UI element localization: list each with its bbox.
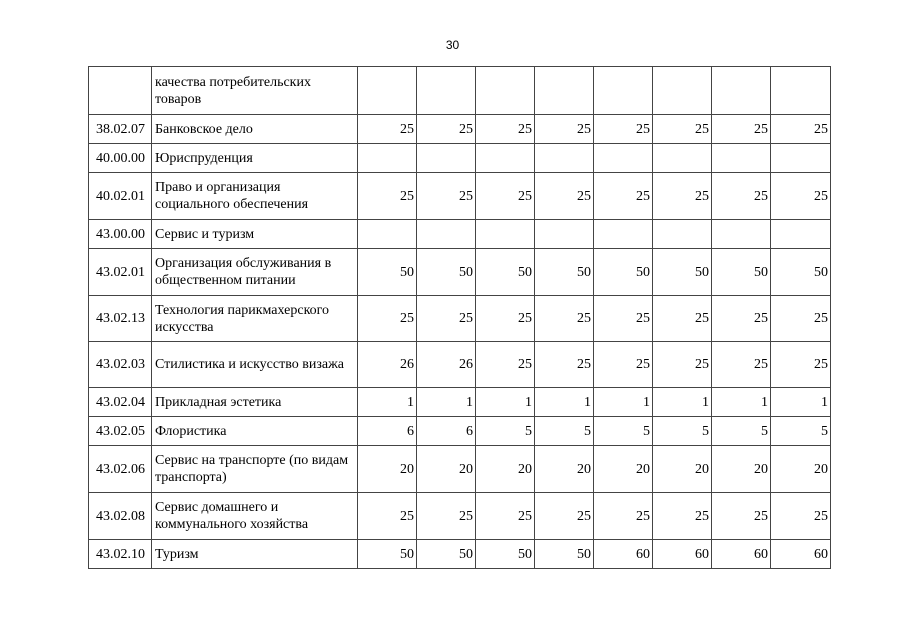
page-number: 30 (445, 38, 460, 52)
value-cell: 50 (535, 540, 594, 569)
specialty-code: 40.00.00 (89, 144, 152, 173)
specialty-name: Банковское дело (152, 115, 358, 144)
value-cell: 25 (476, 342, 535, 388)
value-cell (653, 67, 712, 115)
specialty-name: Право и организация социального обеспечения (152, 173, 358, 220)
value-cell: 25 (653, 173, 712, 220)
value-cell: 25 (535, 115, 594, 144)
value-cell: 1 (653, 388, 712, 417)
value-cell: 20 (653, 446, 712, 493)
specialty-name: Туризм (152, 540, 358, 569)
value-cell (712, 144, 771, 173)
value-cell: 20 (771, 446, 831, 493)
specialty-name: Сервис и туризм (152, 220, 358, 249)
specialty-name: Сервис на транспорте (по видам транспорта) (152, 446, 358, 493)
value-cell: 1 (417, 388, 476, 417)
value-cell (712, 67, 771, 115)
value-cell: 25 (712, 342, 771, 388)
value-cell: 25 (594, 493, 653, 540)
value-cell: 1 (535, 388, 594, 417)
table-row (89, 417, 831, 446)
specialty-name: Сервис домашнего и коммунального хозяйства (152, 493, 358, 540)
value-cell (358, 220, 417, 249)
table-row (89, 388, 831, 417)
specialty-code (89, 67, 152, 115)
table-row (89, 220, 831, 249)
value-cell: 20 (358, 446, 417, 493)
value-cell: 20 (417, 446, 476, 493)
value-cell (535, 144, 594, 173)
value-cell (417, 220, 476, 249)
value-cell: 50 (358, 540, 417, 569)
value-cell: 25 (535, 493, 594, 540)
specialty-code: 43.02.01 (89, 249, 152, 296)
value-cell: 50 (594, 249, 653, 296)
value-cell: 25 (535, 296, 594, 342)
specialty-name: качества потребительских товаров (152, 67, 358, 115)
value-cell: 6 (417, 417, 476, 446)
specialty-name: Флористика (152, 417, 358, 446)
specialty-code: 43.02.04 (89, 388, 152, 417)
value-cell (771, 144, 831, 173)
value-cell (594, 144, 653, 173)
table-row (89, 446, 831, 493)
value-cell (476, 144, 535, 173)
value-cell: 25 (594, 296, 653, 342)
value-cell (358, 67, 417, 115)
value-cell (653, 144, 712, 173)
value-cell (594, 220, 653, 249)
value-cell: 25 (358, 173, 417, 220)
table-row (89, 115, 831, 144)
value-cell: 25 (712, 173, 771, 220)
value-cell: 50 (771, 249, 831, 296)
value-cell: 25 (712, 493, 771, 540)
specialty-name: Организация обслуживания в общественном питании (152, 249, 358, 296)
specialty-code: 38.02.07 (89, 115, 152, 144)
value-cell: 50 (535, 249, 594, 296)
value-cell: 25 (358, 296, 417, 342)
value-cell: 25 (653, 296, 712, 342)
value-cell: 25 (594, 342, 653, 388)
value-cell: 25 (771, 173, 831, 220)
value-cell: 26 (358, 342, 417, 388)
value-cell (535, 220, 594, 249)
value-cell (417, 144, 476, 173)
value-cell: 50 (476, 249, 535, 296)
value-cell: 5 (594, 417, 653, 446)
value-cell: 50 (417, 540, 476, 569)
specialty-code: 43.02.05 (89, 417, 152, 446)
value-cell: 60 (653, 540, 712, 569)
value-cell: 26 (417, 342, 476, 388)
value-cell: 5 (653, 417, 712, 446)
value-cell (417, 67, 476, 115)
specialty-name: Технология парикмахерского искусства (152, 296, 358, 342)
value-cell: 20 (535, 446, 594, 493)
value-cell: 60 (712, 540, 771, 569)
value-cell: 50 (417, 249, 476, 296)
value-cell: 25 (476, 115, 535, 144)
value-cell: 5 (712, 417, 771, 446)
value-cell (712, 220, 771, 249)
table-row (89, 296, 831, 342)
value-cell: 20 (594, 446, 653, 493)
specialty-code: 43.02.03 (89, 342, 152, 388)
table-row (89, 540, 831, 569)
value-cell: 20 (476, 446, 535, 493)
value-cell: 60 (771, 540, 831, 569)
value-cell: 60 (594, 540, 653, 569)
value-cell: 25 (476, 296, 535, 342)
value-cell: 6 (358, 417, 417, 446)
value-cell: 1 (594, 388, 653, 417)
value-cell: 25 (771, 296, 831, 342)
table-body (89, 67, 831, 569)
value-cell: 1 (358, 388, 417, 417)
value-cell (771, 220, 831, 249)
table-row (89, 144, 831, 173)
specialty-code: 40.02.01 (89, 173, 152, 220)
value-cell: 25 (358, 115, 417, 144)
value-cell (476, 67, 535, 115)
value-cell: 5 (771, 417, 831, 446)
value-cell: 25 (476, 173, 535, 220)
value-cell: 25 (594, 115, 653, 144)
specialties-table (88, 66, 831, 569)
table-row (89, 342, 831, 388)
specialty-name: Прикладная эстетика (152, 388, 358, 417)
value-cell: 20 (712, 446, 771, 493)
value-cell: 5 (476, 417, 535, 446)
value-cell: 25 (535, 173, 594, 220)
value-cell: 25 (417, 493, 476, 540)
value-cell (653, 220, 712, 249)
value-cell: 25 (653, 342, 712, 388)
table-row (89, 173, 831, 220)
value-cell: 25 (594, 173, 653, 220)
value-cell: 25 (417, 173, 476, 220)
table-row (89, 493, 831, 540)
value-cell (535, 67, 594, 115)
table-row (89, 67, 831, 115)
value-cell: 25 (771, 115, 831, 144)
specialty-code: 43.02.06 (89, 446, 152, 493)
value-cell (476, 220, 535, 249)
table-row (89, 249, 831, 296)
value-cell: 25 (771, 493, 831, 540)
value-cell: 50 (712, 249, 771, 296)
specialty-code: 43.00.00 (89, 220, 152, 249)
value-cell: 25 (417, 296, 476, 342)
value-cell: 25 (771, 342, 831, 388)
value-cell: 50 (653, 249, 712, 296)
value-cell: 50 (358, 249, 417, 296)
value-cell: 25 (535, 342, 594, 388)
value-cell: 1 (712, 388, 771, 417)
specialty-code: 43.02.10 (89, 540, 152, 569)
value-cell: 25 (358, 493, 417, 540)
specialty-code: 43.02.13 (89, 296, 152, 342)
value-cell: 25 (712, 115, 771, 144)
value-cell: 5 (535, 417, 594, 446)
specialty-code: 43.02.08 (89, 493, 152, 540)
value-cell: 25 (476, 493, 535, 540)
specialty-name: Юриспруденция (152, 144, 358, 173)
value-cell (771, 67, 831, 115)
value-cell: 1 (771, 388, 831, 417)
specialty-name: Стилистика и искусство визажа (152, 342, 358, 388)
value-cell: 25 (417, 115, 476, 144)
value-cell (358, 144, 417, 173)
value-cell: 25 (653, 493, 712, 540)
value-cell (594, 67, 653, 115)
value-cell: 25 (653, 115, 712, 144)
value-cell: 50 (476, 540, 535, 569)
value-cell: 25 (712, 296, 771, 342)
value-cell: 1 (476, 388, 535, 417)
